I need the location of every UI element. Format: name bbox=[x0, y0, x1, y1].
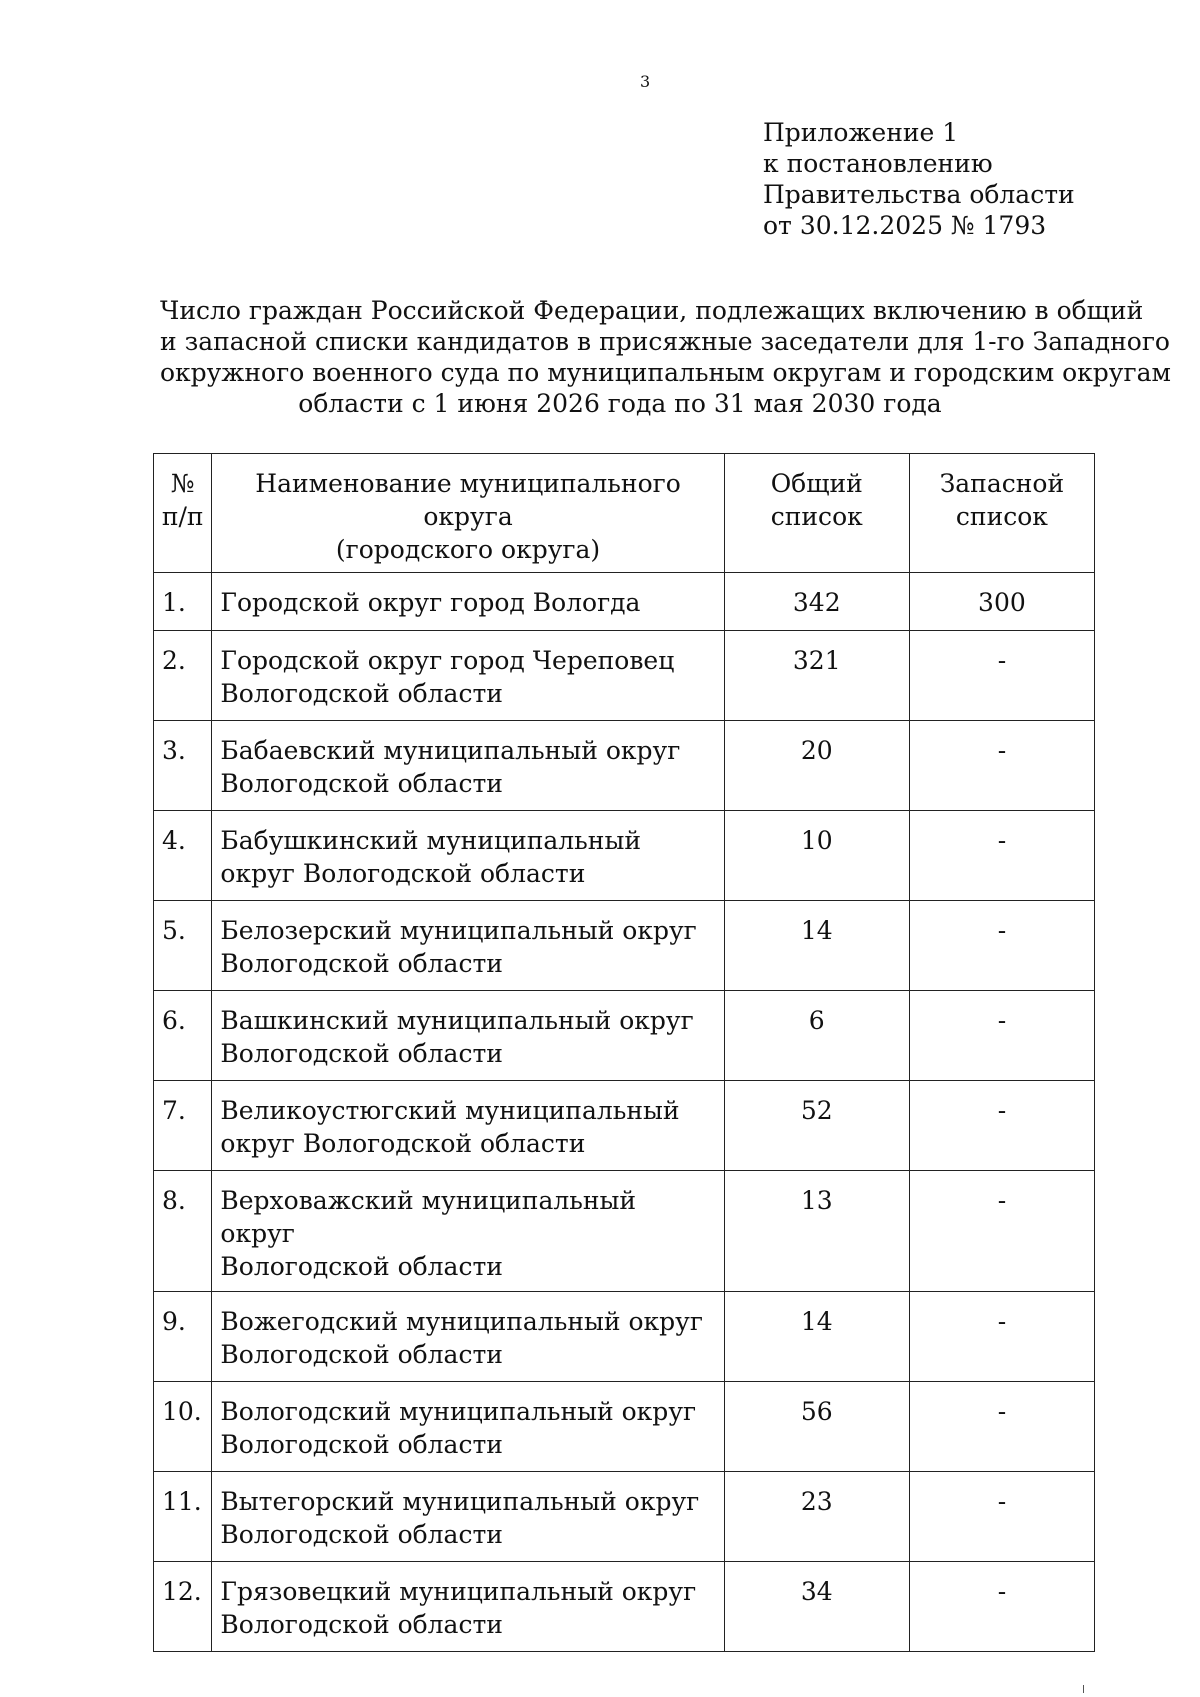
header-reserve-line1: Запасной bbox=[939, 469, 1065, 498]
table-row bbox=[154, 1171, 1095, 1292]
row-number: 3. bbox=[154, 721, 212, 811]
row-number: 8. bbox=[154, 1171, 212, 1292]
row-general-count: 23 bbox=[724, 1472, 909, 1562]
row-general-count: 52 bbox=[724, 1081, 909, 1171]
appendix-line: к постановлению bbox=[763, 149, 993, 178]
table-row bbox=[154, 811, 1095, 901]
row-name-line2: Вологодской области bbox=[220, 1430, 503, 1459]
appendix-line: от 30.12.2025 № 1793 bbox=[763, 211, 1047, 240]
row-name bbox=[212, 991, 724, 1081]
row-name-line2: округ Вологодской области bbox=[220, 859, 586, 888]
row-name-line2: Вологодской области bbox=[220, 949, 503, 978]
header-reserve-list bbox=[909, 454, 1094, 573]
row-reserve-count: - bbox=[909, 721, 1094, 811]
table-row bbox=[154, 573, 1095, 631]
table-row bbox=[154, 901, 1095, 991]
jury-candidates-table bbox=[153, 453, 1095, 1652]
row-reserve-count: - bbox=[909, 1382, 1094, 1472]
row-number: 1. bbox=[154, 573, 212, 631]
row-reserve-count: - bbox=[909, 1081, 1094, 1171]
row-reserve-count: - bbox=[909, 1292, 1094, 1382]
row-general-count: 56 bbox=[724, 1382, 909, 1472]
row-reserve-count: - bbox=[909, 811, 1094, 901]
row-general-count: 34 bbox=[724, 1562, 909, 1652]
row-name-line2: Вологодской области bbox=[220, 1340, 503, 1369]
header-number-line2: п/п bbox=[161, 502, 204, 531]
row-number: 6. bbox=[154, 991, 212, 1081]
row-reserve-count: - bbox=[909, 1472, 1094, 1562]
table-row bbox=[154, 721, 1095, 811]
row-name-line2: Вологодской области bbox=[220, 1039, 503, 1068]
row-name-line1: Бабушкинский муниципальный bbox=[220, 826, 642, 855]
title-line: окружного военного суда по муниципальным округам и городским округам bbox=[160, 358, 1171, 387]
header-general-list bbox=[724, 454, 909, 573]
title-line: и запасной списки кандидатов в присяжные заседатели для 1-го Западного bbox=[160, 327, 1170, 356]
header-general-line1: Общий bbox=[770, 469, 863, 498]
row-name-line2: Вологодской области bbox=[220, 1610, 503, 1639]
row-name-line1: Вашкинский муниципальный округ bbox=[220, 1006, 694, 1035]
row-general-count: 10 bbox=[724, 811, 909, 901]
row-name-line2: Вологодской области bbox=[220, 1252, 503, 1281]
row-reserve-count: 300 bbox=[909, 573, 1094, 631]
table-header-row bbox=[154, 454, 1095, 573]
appendix-block bbox=[763, 117, 1075, 241]
row-name-line1: Вожегодский муниципальный округ bbox=[220, 1307, 703, 1336]
row-name bbox=[212, 631, 724, 721]
row-name bbox=[212, 1562, 724, 1652]
document-title bbox=[160, 295, 1171, 419]
row-reserve-count: - bbox=[909, 901, 1094, 991]
header-name-line1: Наименование муниципального округа bbox=[255, 469, 681, 531]
title-line: области с 1 июня 2026 года по 31 мая 2030 года bbox=[298, 389, 942, 418]
row-general-count: 321 bbox=[724, 631, 909, 721]
table-row bbox=[154, 1292, 1095, 1382]
row-reserve-count: - bbox=[909, 991, 1094, 1081]
row-number: 7. bbox=[154, 1081, 212, 1171]
row-number: 12. bbox=[154, 1562, 212, 1652]
header-number-line1: № bbox=[170, 469, 195, 498]
row-name-line2: округ Вологодской области bbox=[220, 1129, 586, 1158]
row-number: 9. bbox=[154, 1292, 212, 1382]
row-general-count: 6 bbox=[724, 991, 909, 1081]
row-name-line1: Городской округ город Череповец bbox=[220, 646, 675, 675]
row-general-count: 14 bbox=[724, 901, 909, 991]
row-reserve-count: - bbox=[909, 1171, 1094, 1292]
row-name-line1: Грязовецкий муниципальный округ bbox=[220, 1577, 697, 1606]
row-name-line1: Белозерский муниципальный округ bbox=[220, 916, 697, 945]
table-row bbox=[154, 1081, 1095, 1171]
header-general-line2: список bbox=[770, 502, 863, 531]
row-reserve-count: - bbox=[909, 1562, 1094, 1652]
row-number: 10. bbox=[154, 1382, 212, 1472]
row-general-count: 342 bbox=[724, 573, 909, 631]
row-number: 5. bbox=[154, 901, 212, 991]
row-name bbox=[212, 1292, 724, 1382]
row-name bbox=[212, 1472, 724, 1562]
row-number: 11. bbox=[154, 1472, 212, 1562]
table-row bbox=[154, 1382, 1095, 1472]
row-name-line1: Великоустюгский муниципальный bbox=[220, 1096, 680, 1125]
appendix-line: Правительства области bbox=[763, 180, 1075, 209]
page-number: 3 bbox=[640, 72, 651, 91]
row-number: 2. bbox=[154, 631, 212, 721]
header-name-line2: (городского округа) bbox=[335, 535, 601, 564]
row-name-line2: Вологодской области bbox=[220, 679, 503, 708]
row-name bbox=[212, 811, 724, 901]
scan-mark bbox=[1083, 1685, 1084, 1693]
row-name-line1: Вологодский муниципальный округ bbox=[220, 1397, 697, 1426]
table-row bbox=[154, 1472, 1095, 1562]
header-number bbox=[154, 454, 212, 573]
row-name bbox=[212, 721, 724, 811]
row-general-count: 20 bbox=[724, 721, 909, 811]
row-name-line1: Бабаевский муниципальный округ bbox=[220, 736, 681, 765]
row-number: 4. bbox=[154, 811, 212, 901]
table-row bbox=[154, 631, 1095, 721]
appendix-line: Приложение 1 bbox=[763, 118, 959, 147]
table-row bbox=[154, 1562, 1095, 1652]
row-general-count: 14 bbox=[724, 1292, 909, 1382]
table-row bbox=[154, 991, 1095, 1081]
row-name bbox=[212, 573, 724, 631]
row-name bbox=[212, 1382, 724, 1472]
row-name-line1: Вытегорский муниципальный округ bbox=[220, 1487, 700, 1516]
row-name-line2: Вологодской области bbox=[220, 769, 503, 798]
row-name-line2: Вологодской области bbox=[220, 1520, 503, 1549]
header-name bbox=[212, 454, 724, 573]
title-line: Число граждан Российской Федерации, подлежащих включению в общий bbox=[160, 296, 1144, 325]
row-name bbox=[212, 1171, 724, 1292]
row-name-line1: Городской округ город Вологда bbox=[220, 588, 641, 617]
row-reserve-count: - bbox=[909, 631, 1094, 721]
row-general-count: 13 bbox=[724, 1171, 909, 1292]
row-name bbox=[212, 901, 724, 991]
row-name-line1: Верховажский муниципальный округ bbox=[220, 1186, 637, 1248]
header-reserve-line2: список bbox=[955, 502, 1048, 531]
row-name bbox=[212, 1081, 724, 1171]
